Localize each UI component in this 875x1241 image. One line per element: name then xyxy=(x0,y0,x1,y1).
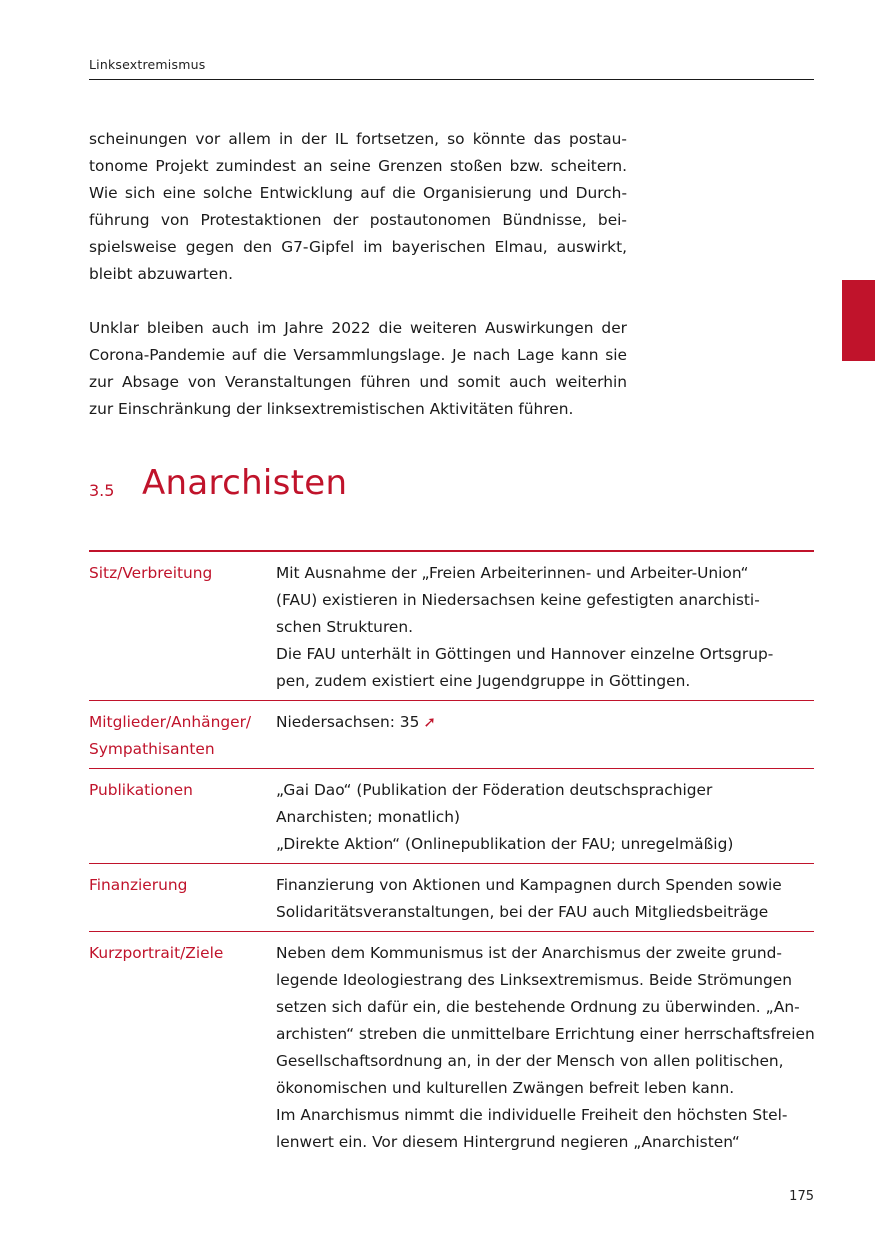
text-line: Finanzierung von Aktionen und Kampagnen durch Spenden sowie xyxy=(276,876,782,894)
row-label-line: Publikationen xyxy=(89,781,193,799)
row-label-line: Kurzportrait/Ziele xyxy=(89,944,224,962)
text-line: Die FAU unterhält in Göttingen und Hannover einzelne Ortsgrup- xyxy=(276,645,774,663)
text-line: zur Einschränkung der linksextremistischen Aktivitäten führen. xyxy=(89,400,574,418)
table-row-finanzierung xyxy=(89,864,814,932)
chapter-thumb-tab xyxy=(842,280,875,361)
text-line: Im Anarchismus nimmt die individuelle Freiheit den höchsten Stel- xyxy=(276,1106,788,1124)
section-title: Anarchisten xyxy=(142,463,348,503)
text-line: ökonomischen und kulturellen Zwängen befreit leben kann. xyxy=(276,1079,735,1097)
page-number: 175 xyxy=(789,1189,814,1204)
text-line: tonome Projekt zumindest an seine Grenzen stoßen bzw. scheitern. xyxy=(89,157,627,175)
text-line: scheinungen vor allem in der IL fortsetzen, so könnte das postau- xyxy=(89,130,627,148)
text-line: archisten“ streben die unmittelbare Errichtung einer herrschaftsfreien xyxy=(276,1025,815,1043)
text-line: Mit Ausnahme der „Freien Arbeiterinnen- und Arbeiter-Union“ xyxy=(276,564,749,582)
trend-up-icon: ➚ xyxy=(423,713,436,731)
row-label xyxy=(89,872,276,926)
member-count-line xyxy=(276,709,814,736)
header-divider xyxy=(89,79,814,80)
text-line: Neben dem Kommunismus ist der Anarchismus der zweite grund- xyxy=(276,944,782,962)
intro-paragraph-2 xyxy=(89,315,627,423)
text-line: zur Absage von Veranstaltungen führen und somit auch weiterhin xyxy=(89,373,627,391)
text-line: Solidaritätsveranstaltungen, bei der FAU auch Mitgliedsbeiträge xyxy=(276,903,769,921)
row-label-line: Finanzierung xyxy=(89,876,188,894)
running-header: Linksextremismus xyxy=(89,57,206,72)
table-row-kurzportrait xyxy=(89,932,814,1161)
text-line: setzen sich dafür ein, die bestehende Ordnung zu überwinden. „An- xyxy=(276,998,800,1016)
section-number: 3.5 xyxy=(89,481,115,500)
row-label xyxy=(89,940,276,1156)
text-line: führung von Protestaktionen der postautonomen Bündnisse, bei- xyxy=(89,211,627,229)
organisation-profile-table xyxy=(89,550,814,1161)
text-line: Corona-Pandemie auf die Versammlungslage. Je nach Lage kann sie xyxy=(89,346,627,364)
row-label-line: Sitz/Verbreitung xyxy=(89,564,213,582)
row-content xyxy=(276,709,814,763)
row-content xyxy=(276,872,814,926)
row-label-line: Mitglieder/Anhänger/ xyxy=(89,713,252,731)
row-label-line: Sympathisanten xyxy=(89,740,215,758)
intro-paragraph-1 xyxy=(89,126,627,288)
member-count: Niedersachsen: 35 xyxy=(276,713,420,731)
text-line: spielsweise gegen den G7-Gipfel im bayerischen Elmau, auswirkt, xyxy=(89,238,627,256)
row-content xyxy=(276,940,815,1156)
row-label xyxy=(89,560,276,695)
row-label xyxy=(89,709,276,763)
text-line: legende Ideologiestrang des Linksextremismus. Beide Strömungen xyxy=(276,971,792,989)
table-row-mitglieder xyxy=(89,701,814,769)
text-line: (FAU) existieren in Niedersachsen keine gefestigten anarchisti- xyxy=(276,591,760,609)
row-label xyxy=(89,777,276,858)
table-row-sitz xyxy=(89,552,814,701)
text-line: „Direkte Aktion“ (Onlinepublikation der FAU; unregelmäßig) xyxy=(276,835,734,853)
text-line: pen, zudem existiert eine Jugendgruppe in Göttingen. xyxy=(276,672,691,690)
text-line: „Gai Dao“ (Publikation der Föderation deutschsprachiger xyxy=(276,781,713,799)
text-line: lenwert ein. Vor diesem Hintergrund negieren „Anarchisten“ xyxy=(276,1133,740,1151)
text-line: Unklar bleiben auch im Jahre 2022 die weiteren Auswirkungen der xyxy=(89,319,627,337)
text-line: bleibt abzuwarten. xyxy=(89,265,234,283)
text-line: Wie sich eine solche Entwicklung auf die Organisierung und Durch- xyxy=(89,184,627,202)
row-content xyxy=(276,777,814,858)
table-row-publikationen xyxy=(89,769,814,864)
row-content xyxy=(276,560,814,695)
text-line: Anarchisten; monatlich) xyxy=(276,808,460,826)
text-line: schen Strukturen. xyxy=(276,618,414,636)
text-line: Gesellschaftsordnung an, in der der Mensch von allen politischen, xyxy=(276,1052,784,1070)
